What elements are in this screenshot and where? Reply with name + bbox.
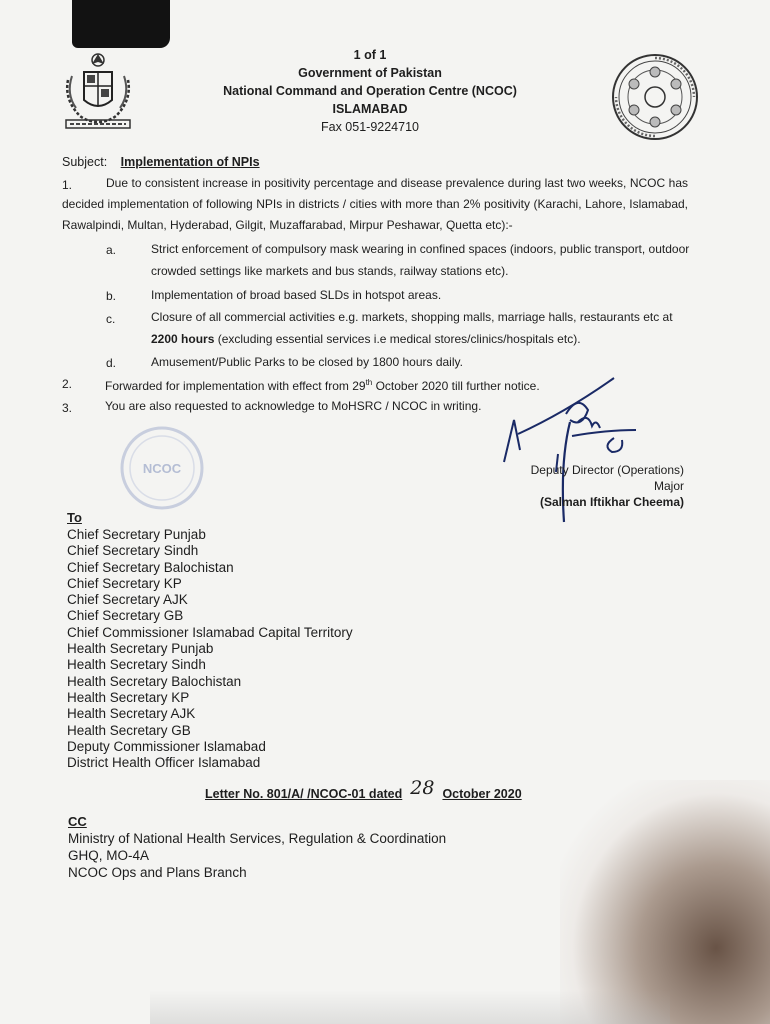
addressee: Health Secretary Balochistan: [67, 673, 242, 689]
to-heading: To: [67, 510, 82, 525]
addressee: Chief Secretary Sindh: [67, 543, 199, 559]
fax-number: Fax 051-9224710: [321, 120, 419, 134]
item-d-text: Amusement/Public Parks to be closed by 1800 hours daily.: [151, 355, 463, 369]
addressee: Chief Commissioner Islamabad Capital Territory: [67, 624, 353, 640]
addressee: Health Secretary Punjab: [67, 641, 214, 657]
item-b-letter: b.: [106, 289, 117, 303]
addressee: Chief Secretary AJK: [67, 592, 188, 608]
addressee: Health Secretary KP: [67, 689, 190, 705]
addressee: Health Secretary GB: [67, 722, 191, 738]
signatory-title: Deputy Director (Operations): [530, 463, 684, 477]
addressee: Chief Secretary KP: [67, 575, 182, 591]
cc-recipient: NCOC Ops and Plans Branch: [68, 865, 247, 880]
handwritten-date-day: 28: [410, 777, 435, 799]
letter-number: [205, 777, 522, 803]
addressee: Chief Secretary GB: [67, 608, 184, 624]
addressee: District Health Officer Islamabad: [67, 755, 261, 771]
letter-number-suffix: October 2020: [442, 787, 522, 801]
signatory-rank: Major: [653, 479, 684, 493]
addressee: Health Secretary AJK: [67, 706, 196, 722]
cc-recipient: Ministry of National Health Services, Regulation & Coordination: [68, 831, 447, 846]
page-count: 1 of 1: [353, 48, 387, 62]
subject-title: Implementation of NPIs: [120, 155, 260, 169]
addressee: Chief Secretary Balochistan: [67, 559, 234, 575]
addressee: Deputy Commissioner Islamabad: [67, 738, 266, 754]
cc-list: [68, 830, 446, 881]
bottom-shadow: [150, 990, 670, 1024]
pakistan-emblem-icon: [58, 50, 138, 132]
organization-name: National Command and Operation Centre (NCOC): [223, 84, 517, 98]
subject-label: Subject:: [62, 155, 108, 169]
cc-recipient: GHQ, MO-4A: [68, 848, 150, 863]
ncoc-stamp: [118, 424, 206, 512]
finger-shadow: [560, 780, 770, 1024]
item-b-text: Implementation of broad based SLDs in hotspot areas.: [151, 288, 442, 302]
item-c-letter: c.: [106, 312, 116, 326]
stamp-text: NCOC: [142, 461, 182, 476]
para-1-text: Due to consistent increase in positivity percentage and disease prevalence during last two weeks, NCOC has decided implementation of following NPIs in districts / cities with more than 2% positivity (Karachi, Lahore, Islamabad, Rawalpindi, Multan, Hyderabad, Gilgit, Muzaffarabad, Mirpur Peshawar, Quetta etc):-: [62, 176, 688, 232]
ncoc-seal-icon: [610, 52, 700, 142]
item-d-letter: d.: [106, 356, 117, 370]
para-3-number: 3.: [62, 401, 73, 415]
addressee: Health Secretary Sindh: [67, 657, 206, 673]
cc-heading: CC: [68, 814, 87, 829]
city-name: ISLAMABAD: [332, 102, 408, 116]
letter-number-prefix: Letter No. 801/A/ /NCOC-01 dated: [205, 787, 403, 801]
signatory-name: (Salman Iftikhar Cheema): [539, 495, 684, 509]
closure-time: 2200 hours: [151, 332, 215, 346]
item-a-letter: a.: [106, 243, 117, 257]
para-3-text: You are also requested to acknowledge to MoHSRC / NCOC in writing.: [105, 399, 482, 413]
government-name: Government of Pakistan: [298, 66, 442, 80]
subject-line: [62, 155, 260, 169]
para-1-number: 1.: [62, 178, 73, 192]
letterhead: [150, 46, 590, 136]
addressee-list: [67, 527, 353, 771]
signature-block: [531, 462, 684, 510]
item-c-text: Closure of all commercial activities e.g. markets, shopping malls, marriage halls, restaurants etc at 2200 hours (excluding essential services i.e medical stores/clinics/hospitals etc).: [151, 310, 673, 346]
item-a-text: Strict enforcement of compulsory mask wearing in confined spaces (indoors, public transport, outdoor crowded settings like markets and bus stands, railway stations etc).: [151, 242, 690, 278]
addressee: Chief Secretary Punjab: [67, 527, 206, 542]
para-2-text: Forwarded for implementation with effect from 29th October 2020 till further notice.: [105, 378, 540, 393]
redaction-block: [72, 0, 170, 48]
para-2-number: 2.: [62, 377, 73, 391]
